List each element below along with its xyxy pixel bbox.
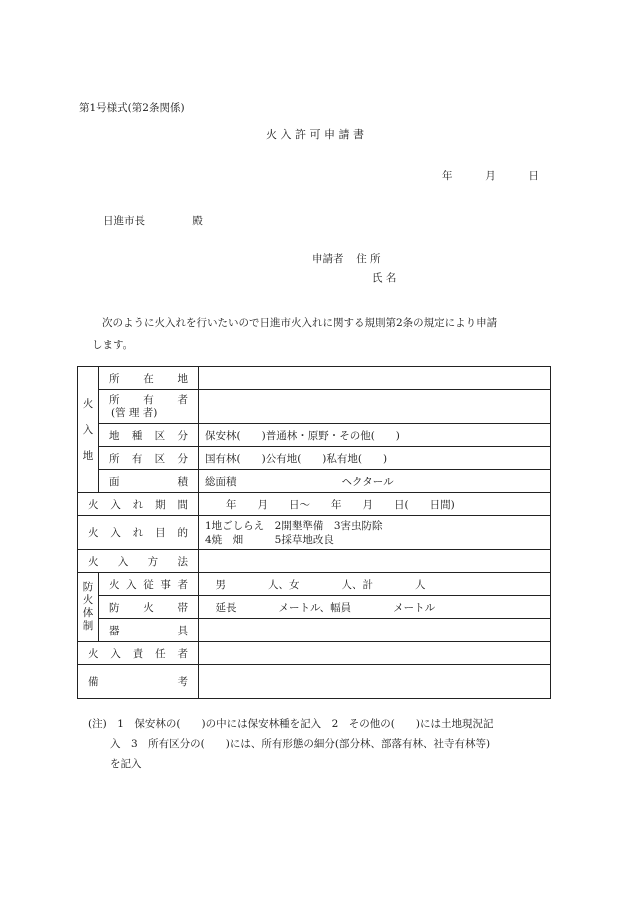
remarks-label: 備 考	[78, 665, 199, 699]
owner-label-sub: (管 理 者)	[111, 406, 158, 419]
land-type-label: 地 種 区 分	[99, 424, 199, 447]
method-label: 火 入 方 法	[78, 550, 199, 573]
firebreak-label: 防 火 帯	[99, 596, 199, 619]
addressee	[103, 213, 203, 228]
name-label: 氏 名	[372, 272, 397, 284]
workers-label: 火 入 従 事 者	[99, 573, 199, 596]
addressee-name: 日進市長	[103, 215, 145, 227]
owner-field[interactable]	[199, 390, 551, 424]
land-type-field[interactable]: 保安林( )普通林・原野・その他( )	[199, 424, 551, 447]
purpose-options-line-2: 4焼 畑 5採草地改良	[205, 533, 334, 546]
table-row	[78, 493, 551, 516]
method-field[interactable]	[199, 550, 551, 573]
form-number-label: 第1号様式(第2条関係)	[79, 102, 185, 114]
table-row	[78, 619, 551, 642]
firebreak-field[interactable]: 延長 メートル、幅員 メートル	[199, 596, 551, 619]
table-row	[78, 573, 551, 596]
group-char: 防	[82, 581, 94, 593]
table-row	[78, 642, 551, 665]
table-row	[78, 447, 551, 470]
area-field[interactable]: 総面積 ヘクタール	[199, 470, 551, 493]
remarks-field[interactable]	[199, 665, 551, 699]
notes-line-1: (注) 1 保安林の( )の中には保安林種を記入 2 その他の( )には土地現況記	[88, 718, 494, 730]
location-label: 所 在 地	[99, 367, 199, 390]
area-label: 面 積	[99, 470, 199, 493]
table-row	[78, 424, 551, 447]
period-label: 火 入 れ 期 間	[78, 493, 199, 516]
table-row	[78, 550, 551, 573]
group-char: 制	[82, 620, 94, 632]
location-field[interactable]	[199, 367, 551, 390]
notes	[88, 714, 558, 774]
table-row	[78, 665, 551, 699]
group-char: 入	[82, 423, 94, 436]
responsible-field[interactable]	[199, 642, 551, 665]
group-fire-land	[78, 367, 99, 493]
group-char: 火	[82, 594, 94, 606]
owner-class-field[interactable]: 国有林( )公有地( )私有地( )	[199, 447, 551, 470]
purpose-label: 火 入 れ 目 的	[78, 516, 199, 550]
date-day: 日	[528, 170, 539, 182]
date-month: 月	[485, 170, 496, 182]
owner-label	[99, 390, 199, 424]
application-table	[77, 366, 551, 699]
notes-line-2: 入 3 所有区分の( )には、所有形態の細分(部分林、部落有林、社寺有林等)	[110, 738, 491, 750]
period-field[interactable]: 年 月 日～ 年 月 日( 日間)	[199, 493, 551, 516]
table-row	[78, 516, 551, 550]
document-title: 火 入 許 可 申 請 書	[266, 128, 364, 141]
applicant-label: 申請者	[312, 253, 344, 265]
group-fire-prevention	[78, 573, 99, 642]
applicant-address-line	[312, 251, 381, 266]
notes-line-3: を記入	[110, 758, 142, 770]
owner-class-label: 所 有 区 分	[99, 447, 199, 470]
table-row	[78, 367, 551, 390]
group-char: 火	[82, 397, 94, 410]
table-row	[78, 596, 551, 619]
applicant-name-line	[372, 270, 396, 285]
group-char: 地	[82, 449, 94, 462]
honorific: 殿	[192, 215, 203, 227]
purpose-field[interactable]	[199, 516, 551, 550]
workers-field[interactable]: 男 人、女 人、計 人	[199, 573, 551, 596]
responsible-label: 火 入 責 任 者	[78, 642, 199, 665]
group-char: 体	[82, 607, 94, 619]
table-row	[78, 470, 551, 493]
equipment-field[interactable]	[199, 619, 551, 642]
equipment-label: 器 具	[99, 619, 199, 642]
table-row	[78, 390, 551, 424]
purpose-options-line-1: 1地ごしらえ 2開墾準備 3害虫防除	[205, 519, 383, 532]
intro-line-1: 次のように火入れを行いたいので日進市火入れに関する規則第2条の規定により申請	[102, 317, 498, 329]
owner-label-main: 所 有 者	[109, 393, 188, 406]
date-year: 年	[442, 170, 453, 182]
date-line	[442, 168, 539, 183]
intro-line-2: します。	[92, 339, 134, 351]
address-label: 住 所	[356, 253, 381, 265]
intro-paragraph	[92, 312, 552, 356]
